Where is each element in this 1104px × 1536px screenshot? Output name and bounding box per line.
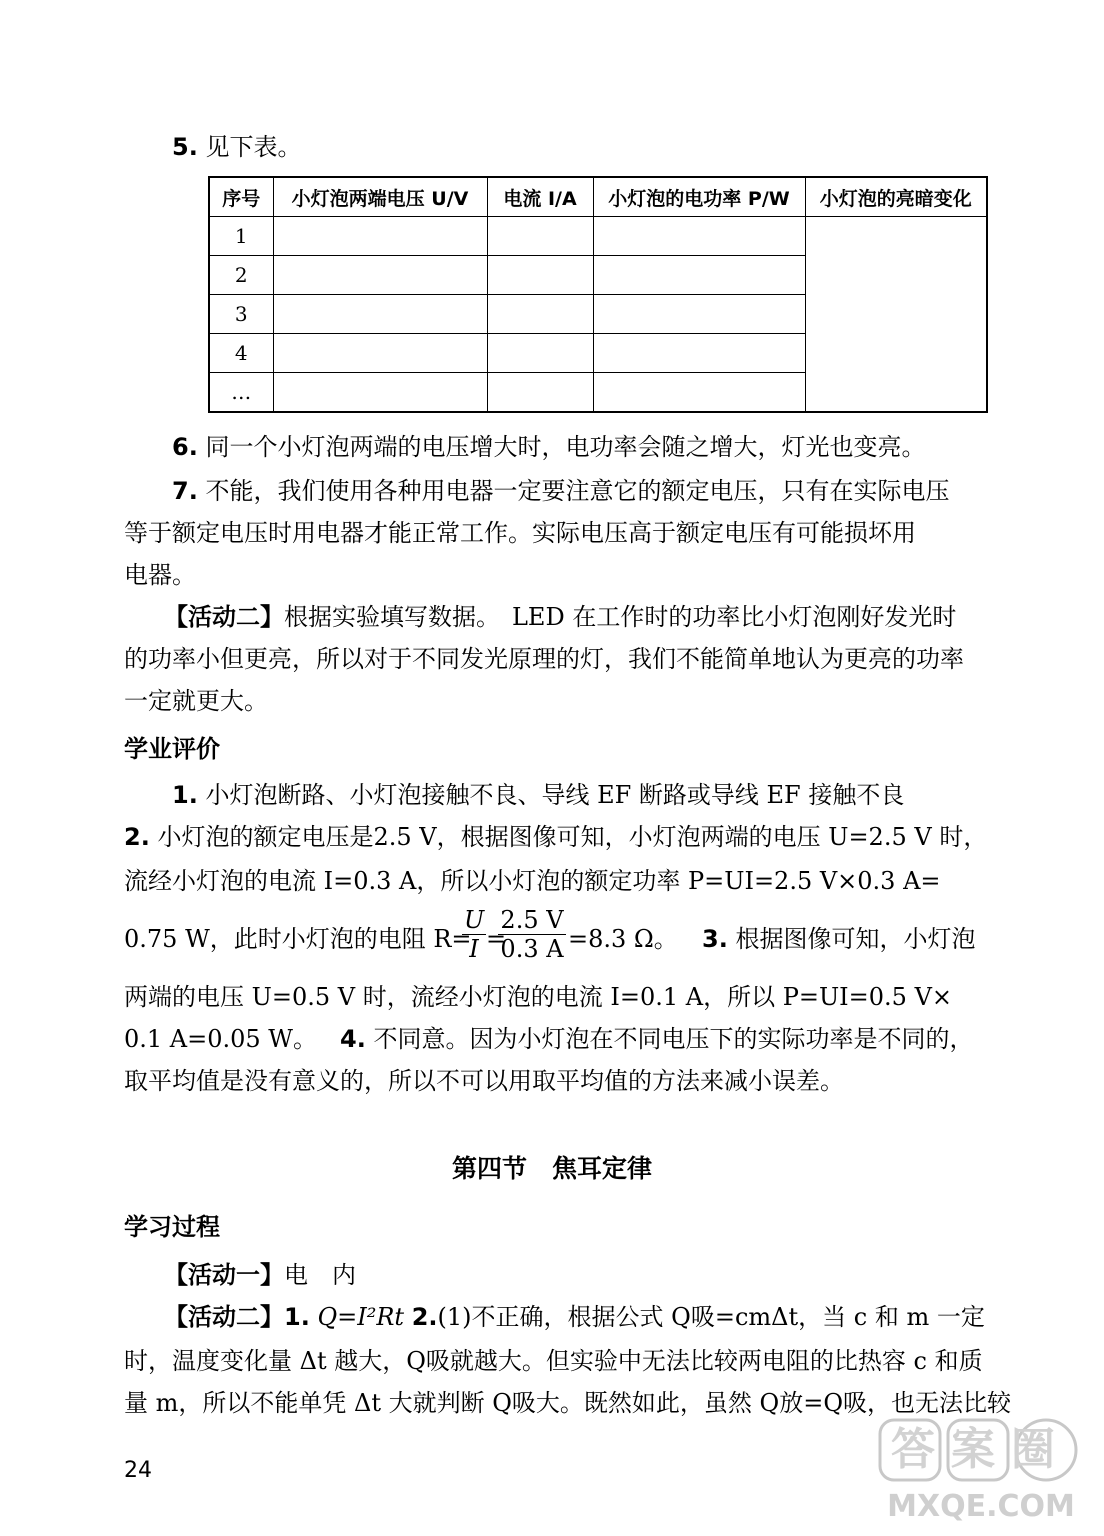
heading-evaluation: 学业评价 <box>124 735 220 763</box>
header-index: 序号 <box>209 177 273 217</box>
data-table <box>208 176 988 413</box>
header-current: 电流 I/A <box>487 177 593 217</box>
watermark-logo <box>876 1416 1086 1526</box>
eval-answer-2-line2: 流经小灯泡的电流 I=0.3 A，所以小灯泡的额定功率 P=UI=2.5 V×0.3 A= <box>124 867 941 895</box>
equals-sign: = <box>486 925 507 953</box>
fraction-values: $\frac{2.5 V}{0.3 A}$ <box>498 906 566 963</box>
eval-answer-3-line1: 3. 根据图像可知，小灯泡 <box>702 925 976 953</box>
row-index: 4 <box>209 334 273 373</box>
eval-answer-2-line3a: 0.75 W，此时小灯泡的电阻 R= <box>124 925 472 953</box>
watermark-text: 答案圈 <box>891 1424 1071 1475</box>
activity2-line2: 的功率小但更亮，所以对于不同发光原理的灯，我们不能简单地认为更亮的功率 <box>124 645 964 673</box>
table-cell <box>487 295 593 334</box>
eval-answer-3-line3: 0.1 A=0.05 W。 <box>124 1025 317 1053</box>
answer-7-line1: 7. 不能，我们使用各种用电器一定要注意它的额定电压，只有在实际电压 <box>172 477 950 505</box>
row-index: 3 <box>209 295 273 334</box>
page-number: 24 <box>124 1458 152 1483</box>
answer-6: 6. 同一个小灯泡两端的电压增大时，电功率会随之增大，灯光也变亮。 <box>172 433 926 461</box>
table-cell <box>487 256 593 295</box>
eval-answer-2-line1: 2. 小灯泡的额定电压是2.5 V，根据图像可知，小灯泡两端的电压 U=2.5 V 时， <box>124 823 988 851</box>
table-row <box>209 217 987 256</box>
table-cell <box>273 334 487 373</box>
brightness-cell <box>805 217 987 413</box>
answer-7-line2: 等于额定电压时用电器才能正常工作。实际电压高于额定电压有可能损坏用 <box>124 519 916 547</box>
eval-answer-4-line2: 取平均值是没有意义的，所以不可以用取平均值的方法来减小误差。 <box>124 1067 844 1095</box>
table-cell <box>593 217 805 256</box>
table-cell <box>487 217 593 256</box>
header-power: 小灯泡的电功率 P/W <box>593 177 805 217</box>
table-cell <box>273 217 487 256</box>
section-title: 第四节 焦耳定律 <box>452 1154 653 1183</box>
fraction-u-over-i: $\frac{U}{I}$ <box>464 906 485 963</box>
answer-5: 5. 见下表。 <box>172 133 302 161</box>
heading-learning-process: 学习过程 <box>124 1213 220 1241</box>
eval-answer-4-line1: 4. 不同意。因为小灯泡在不同电压下的实际功率是不同的， <box>340 1025 974 1053</box>
process-activity1: 【活动一】电 内 <box>164 1261 356 1289</box>
row-index: 1 <box>209 217 273 256</box>
table-cell <box>487 334 593 373</box>
activity2-line3: 一定就更大。 <box>124 687 268 715</box>
table-cell <box>273 373 487 413</box>
row-index: 2 <box>209 256 273 295</box>
header-voltage: 小灯泡两端电压 U/V <box>273 177 487 217</box>
table-cell <box>593 334 805 373</box>
eval-answer-1: 1. 小灯泡断路、小灯泡接触不良、导线 EF 断路或导线 EF 接触不良 <box>172 781 905 809</box>
table-cell <box>273 295 487 334</box>
answer-7-line3: 电器。 <box>124 561 196 589</box>
table-cell <box>593 295 805 334</box>
table-header-row <box>209 177 987 217</box>
activity2-line1: 【活动二】根据实验填写数据。 LED 在工作时的功率比小灯泡刚好发光时 <box>164 603 957 631</box>
header-brightness: 小灯泡的亮暗变化 <box>805 177 987 217</box>
process-activity2-line2: 时，温度变化量 Δt 越大，Q吸就越大。但实验中无法比较两电阻的比热容 c 和质 <box>124 1347 983 1375</box>
process-activity2-line1: 【活动二】1. Q=I²Rt 2.(1)不正确，根据公式 Q吸=cmΔt，当 c 和 m 一定 <box>164 1303 985 1331</box>
watermark-url: MXQE.COM <box>887 1489 1075 1524</box>
eval-answer-3-line2: 两端的电压 U=0.5 V 时，流经小灯泡的电流 I=0.1 A，所以 P=UI=0.5 V× <box>124 983 953 1011</box>
resistance-result: =8.3 Ω。 <box>568 925 678 953</box>
table-cell <box>273 256 487 295</box>
table-cell <box>593 256 805 295</box>
row-index: … <box>209 373 273 413</box>
process-activity2-line3: 量 m，所以不能单凭 Δt 大就判断 Q吸大。既然如此，虽然 Q放=Q吸，也无法比较 <box>124 1389 1012 1417</box>
table-cell <box>487 373 593 413</box>
table-cell <box>593 373 805 413</box>
